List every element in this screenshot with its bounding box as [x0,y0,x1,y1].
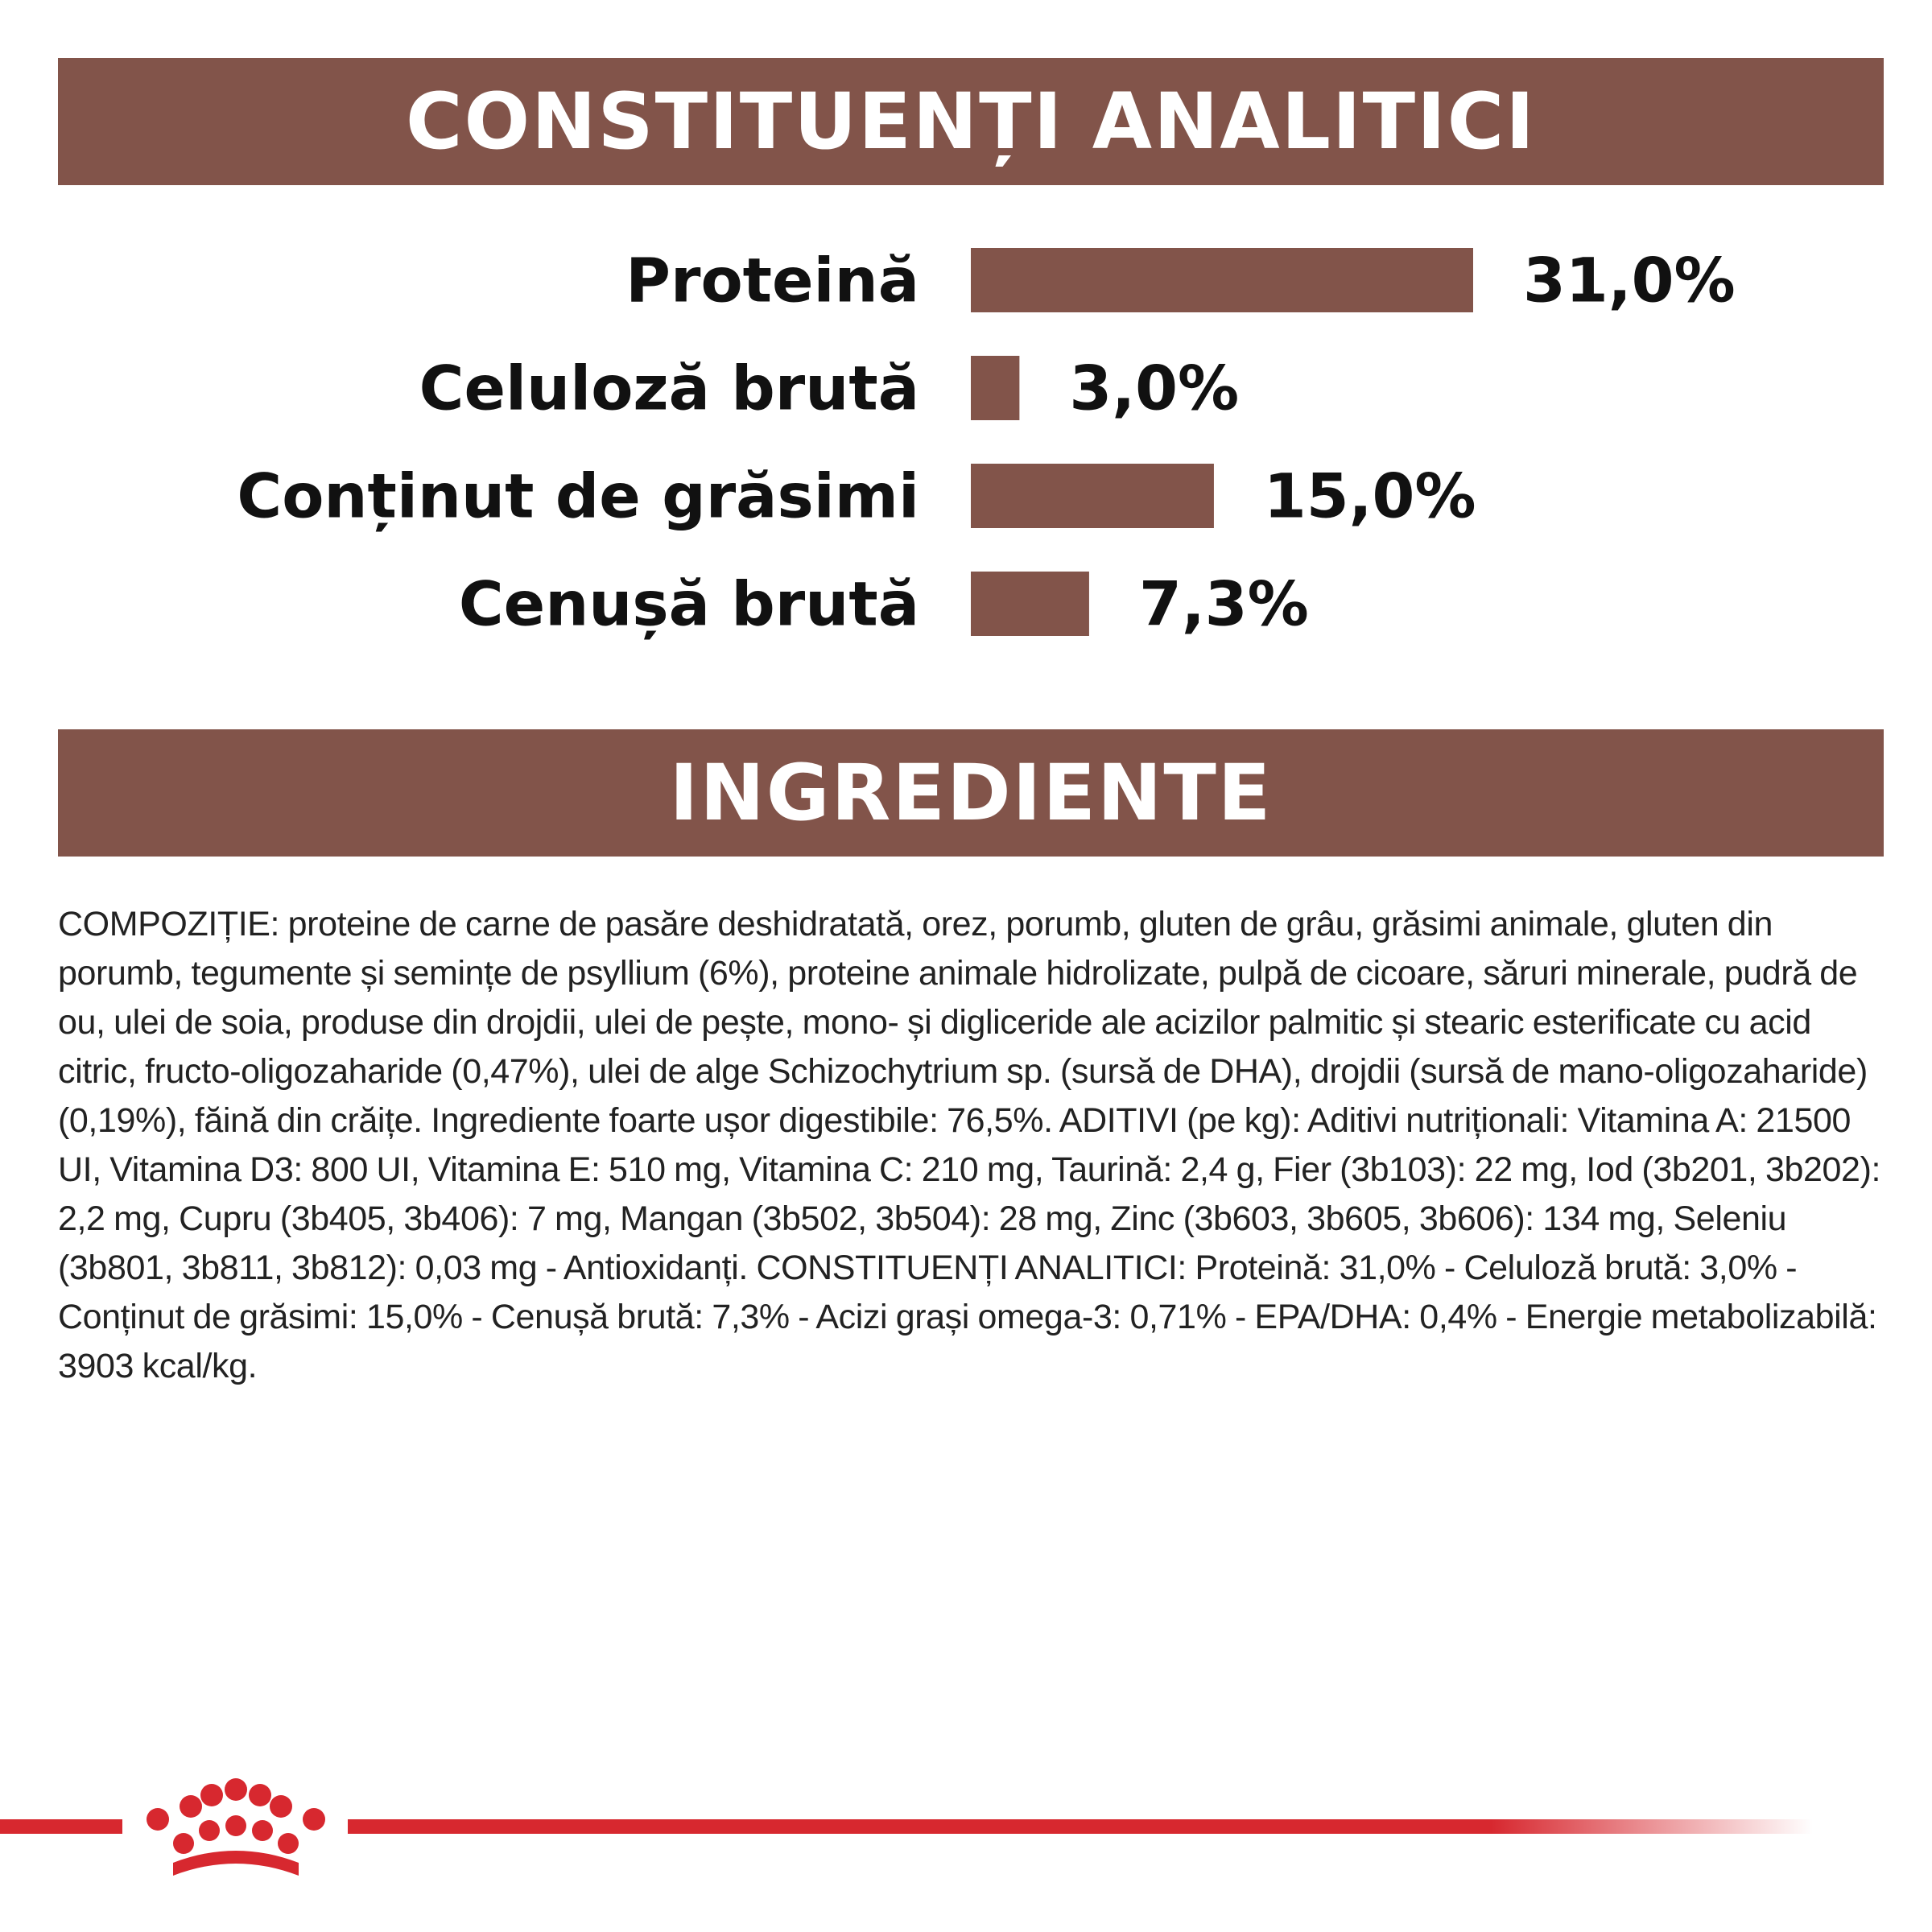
value-label-cenusa-bruta: 7,3% [1138,568,1309,640]
analytic-constituents-banner [58,58,1884,185]
value-label-celuloza-bruta: 3,0% [1069,352,1240,424]
bar-celuloza-bruta [971,356,1019,420]
bar-proteina [971,248,1473,312]
value-label-continut-de-grasimi: 15,0% [1263,460,1476,532]
category-label-cenusa-bruta: Cenușă brută [458,568,919,640]
brand-stripe-right [348,1819,1491,1834]
bar-continut-de-grasimi [971,464,1214,528]
value-label-proteina: 31,0% [1523,244,1736,316]
bar-cenusa-bruta [971,572,1089,636]
brand-stripe-fade [1491,1819,1813,1834]
ingredients-text: COMPOZIȚIE: proteine de carne de pasăre deshidratată, orez, porumb, gluten de grâu, grăsimi animale, gluten din porumb, tegumente și semințe de psyllium (6%), proteine animale hidrolizate, pulpă de cicoare, săruri minerale, pudră de ou, ulei de soia, produse din drojdii, ulei de pește, mono- și digliceride ale acizilor palmitic și stearic esterificate cu acid citric, fructo-oligozaharide (0,47%), ulei de alge Schizochytrium sp. (sursă de DHA), drojdii (sursă de mano-oligozaharide) (0,19%), făină din crăițe. Ingrediente foarte ușor digestibile: 76,5%. ADITIVI (pe kg): Aditivi nutriționali: Vitamina A: 21500 UI, Vitamina D3: 800 UI, Vitamina E: 510 mg, Vitamina C: 210 mg, Taurină: 2,4 g, Fier (3b103): 22 mg, Iod (3b201, 3b202): 2,2 mg, Cupru (3b405, 3b406): 7 mg, Mangan (3b502, 3b504): 28 mg, Zinc (3b603, 3b605, 3b606): 134 mg, Seleniu (3b801, 3b811, 3b812): 0,03 mg - Antioxidanți. CONSTITUENȚI ANALITICI: Proteină: 31,0% - Celuloză brută: 3,0% - Conținut de grăsimi: 15,0% - Cenușă brută: 7,3% - Acizi grași omega-3: 0,71% - EPA/DHA: 0,4% - Energie metabolizabilă: 3903 kcal/kg. [58,905,1881,1385]
crown-icon [147,1778,325,1876]
brand-logo [0,1776,1932,1889]
category-label-proteina: Proteină [625,244,919,316]
category-label-celuloza-bruta: Celuloză brută [419,352,919,424]
nutrient-bar-chart [0,217,1932,668]
category-label-continut-de-grasimi: Conținut de grăsimi [237,460,919,532]
analytic-constituents-title: CONSTITUENȚI ANALITICI [406,76,1536,167]
brand-stripe-left [0,1819,122,1834]
ingredients-title: INGREDIENTE [669,748,1273,838]
ingredients-banner [58,729,1884,857]
